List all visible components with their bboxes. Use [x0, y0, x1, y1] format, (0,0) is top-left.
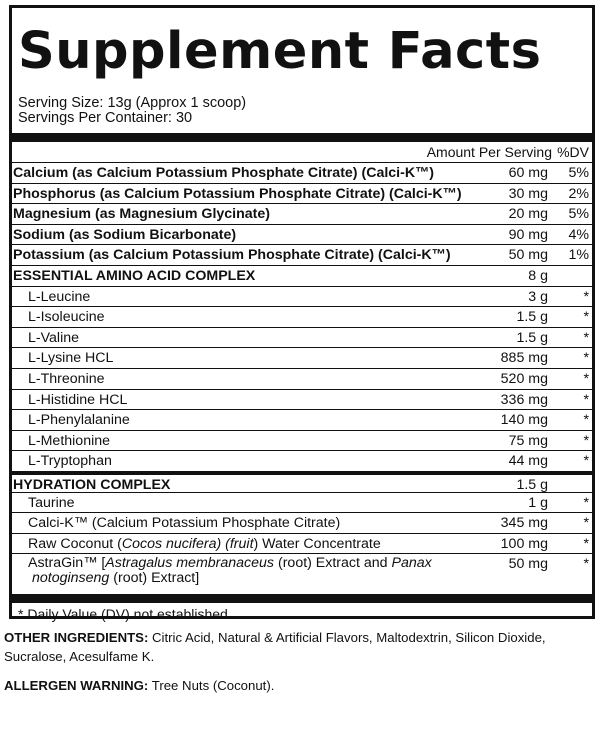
- section-title: HYDRATION COMPLEX: [13, 476, 171, 493]
- row-name: Potassium (as Calcium Potassium Phosphate Citrate) (Calci-K™): [13, 247, 451, 264]
- row-name: Phosphorus (as Calcium Potassium Phosphate Citrate) (Calci-K™): [13, 185, 462, 202]
- table-row: [12, 327, 592, 348]
- row-name: Calci-K™ (Calcium Potassium Phosphate Citrate): [28, 515, 341, 532]
- row-amount: 44 mg: [508, 453, 548, 470]
- nutrient-table: [12, 162, 592, 595]
- table-row: [12, 286, 592, 307]
- row-amount: 885 mg: [500, 350, 548, 367]
- row-dv: *: [583, 535, 589, 552]
- amount-header: Amount Per Serving: [426, 144, 552, 160]
- row-amount: 1.5 g: [516, 309, 548, 326]
- row-name: L-Threonine: [28, 370, 105, 387]
- row-name: L-Histidine HCL: [28, 391, 128, 408]
- table-row: [12, 203, 592, 224]
- table-row: [12, 450, 592, 471]
- servings-per-container: Servings Per Container: 30: [18, 110, 193, 126]
- row-name: L-Valine: [28, 329, 79, 346]
- section-title: ESSENTIAL AMINO ACID COMPLEX: [13, 267, 256, 284]
- other-ingredients-text: Citric Acid, Natural & Artificial Flavors, Maltodextrin, Silicon Dioxide, Sucralose, Acesulfame K.: [4, 630, 546, 664]
- row-amount: 20 mg: [508, 206, 548, 223]
- row-name: L-Isoleucine: [28, 309, 105, 326]
- row-dv: *: [583, 391, 589, 408]
- row-amount: 520 mg: [500, 370, 548, 387]
- row-amount: 75 mg: [508, 432, 548, 449]
- table-row: [12, 347, 592, 368]
- row-amount: 1 g: [528, 494, 548, 511]
- row-amount: 50 mg: [508, 247, 548, 264]
- table-row: [12, 492, 592, 513]
- panel-title: Supplement Facts: [18, 22, 542, 81]
- row-dv: *: [583, 288, 589, 305]
- thick-divider-bottom: [12, 594, 592, 603]
- row-dv: *: [583, 494, 589, 511]
- table-row: [12, 409, 592, 430]
- section-amount: 1.5 g: [516, 476, 548, 493]
- table-row: [12, 162, 592, 183]
- table-row: [12, 244, 592, 265]
- section-amount: 8 g: [528, 267, 548, 284]
- allergen-text: Tree Nuts (Coconut).: [148, 678, 275, 693]
- row-dv: *: [583, 412, 589, 429]
- table-row: [12, 430, 592, 451]
- row-name: L-Tryptophan: [28, 453, 112, 470]
- table-row: [12, 533, 592, 554]
- row-name: AstraGin™ [Astragalus membranaceus (root) Extract and Panax notoginseng (root) Extract]: [28, 555, 432, 587]
- row-dv: 2%: [568, 185, 589, 202]
- row-amount: 60 mg: [508, 165, 548, 181]
- table-row: [12, 512, 592, 533]
- row-amount: 336 mg: [500, 391, 548, 408]
- allergen-warning: [4, 678, 274, 693]
- row-name: L-Leucine: [28, 288, 91, 305]
- row-amount: 345 mg: [500, 515, 548, 532]
- table-header: [12, 142, 592, 162]
- footnote: * Daily Value (DV) not established.: [18, 606, 232, 622]
- thick-divider-top: [12, 133, 592, 142]
- row-name: L-Phenylalanine: [28, 412, 130, 429]
- row-dv: 4%: [568, 226, 589, 243]
- table-row: [12, 368, 592, 389]
- row-amount: 30 mg: [508, 185, 548, 202]
- table-row: [12, 183, 592, 204]
- row-name: Calcium (as Calcium Potassium Phosphate Citrate) (Calci-K™): [13, 165, 434, 181]
- row-amount: 90 mg: [508, 226, 548, 243]
- row-dv: *: [583, 432, 589, 449]
- allergen-label: ALLERGEN WARNING:: [4, 678, 149, 693]
- row-name: Raw Coconut (Cocos nucifera) (fruit) Water Concentrate: [28, 535, 381, 552]
- row-dv: *: [583, 370, 589, 387]
- row-amount: 50 mg: [508, 556, 548, 573]
- row-dv: *: [583, 453, 589, 470]
- row-dv: *: [583, 329, 589, 346]
- row-dv: *: [583, 309, 589, 326]
- serving-info: [18, 96, 246, 126]
- supplement-facts-panel: [9, 5, 595, 622]
- row-amount: 100 mg: [500, 535, 548, 552]
- row-name: Taurine: [28, 494, 75, 511]
- row-dv: *: [583, 515, 589, 532]
- row-dv: *: [583, 556, 589, 573]
- row-amount: 1.5 g: [516, 329, 548, 346]
- dv-header: %DV: [557, 144, 589, 160]
- row-dv: 5%: [568, 165, 589, 181]
- other-ingredients-label: OTHER INGREDIENTS:: [4, 630, 149, 645]
- row-name: Sodium (as Sodium Bicarbonate): [13, 226, 237, 243]
- row-name: Magnesium (as Magnesium Glycinate): [13, 206, 271, 223]
- row-dv: 1%: [568, 247, 589, 264]
- row-amount: 140 mg: [500, 412, 548, 429]
- row-dv: 5%: [568, 206, 589, 223]
- table-row: [12, 389, 592, 410]
- row-name: L-Methionine: [28, 432, 111, 449]
- row-name: L-Lysine HCL: [28, 350, 114, 367]
- table-row: [12, 224, 592, 245]
- hydration-section-header: [12, 471, 592, 492]
- table-row: [12, 306, 592, 327]
- serving-size: Serving Size: 13g (Approx 1 scoop): [18, 95, 247, 111]
- row-dv: *: [583, 350, 589, 367]
- table-row: [12, 553, 592, 595]
- row-amount: 3 g: [528, 288, 548, 305]
- other-ingredients: [4, 628, 604, 666]
- eaa-section-header: [12, 265, 592, 286]
